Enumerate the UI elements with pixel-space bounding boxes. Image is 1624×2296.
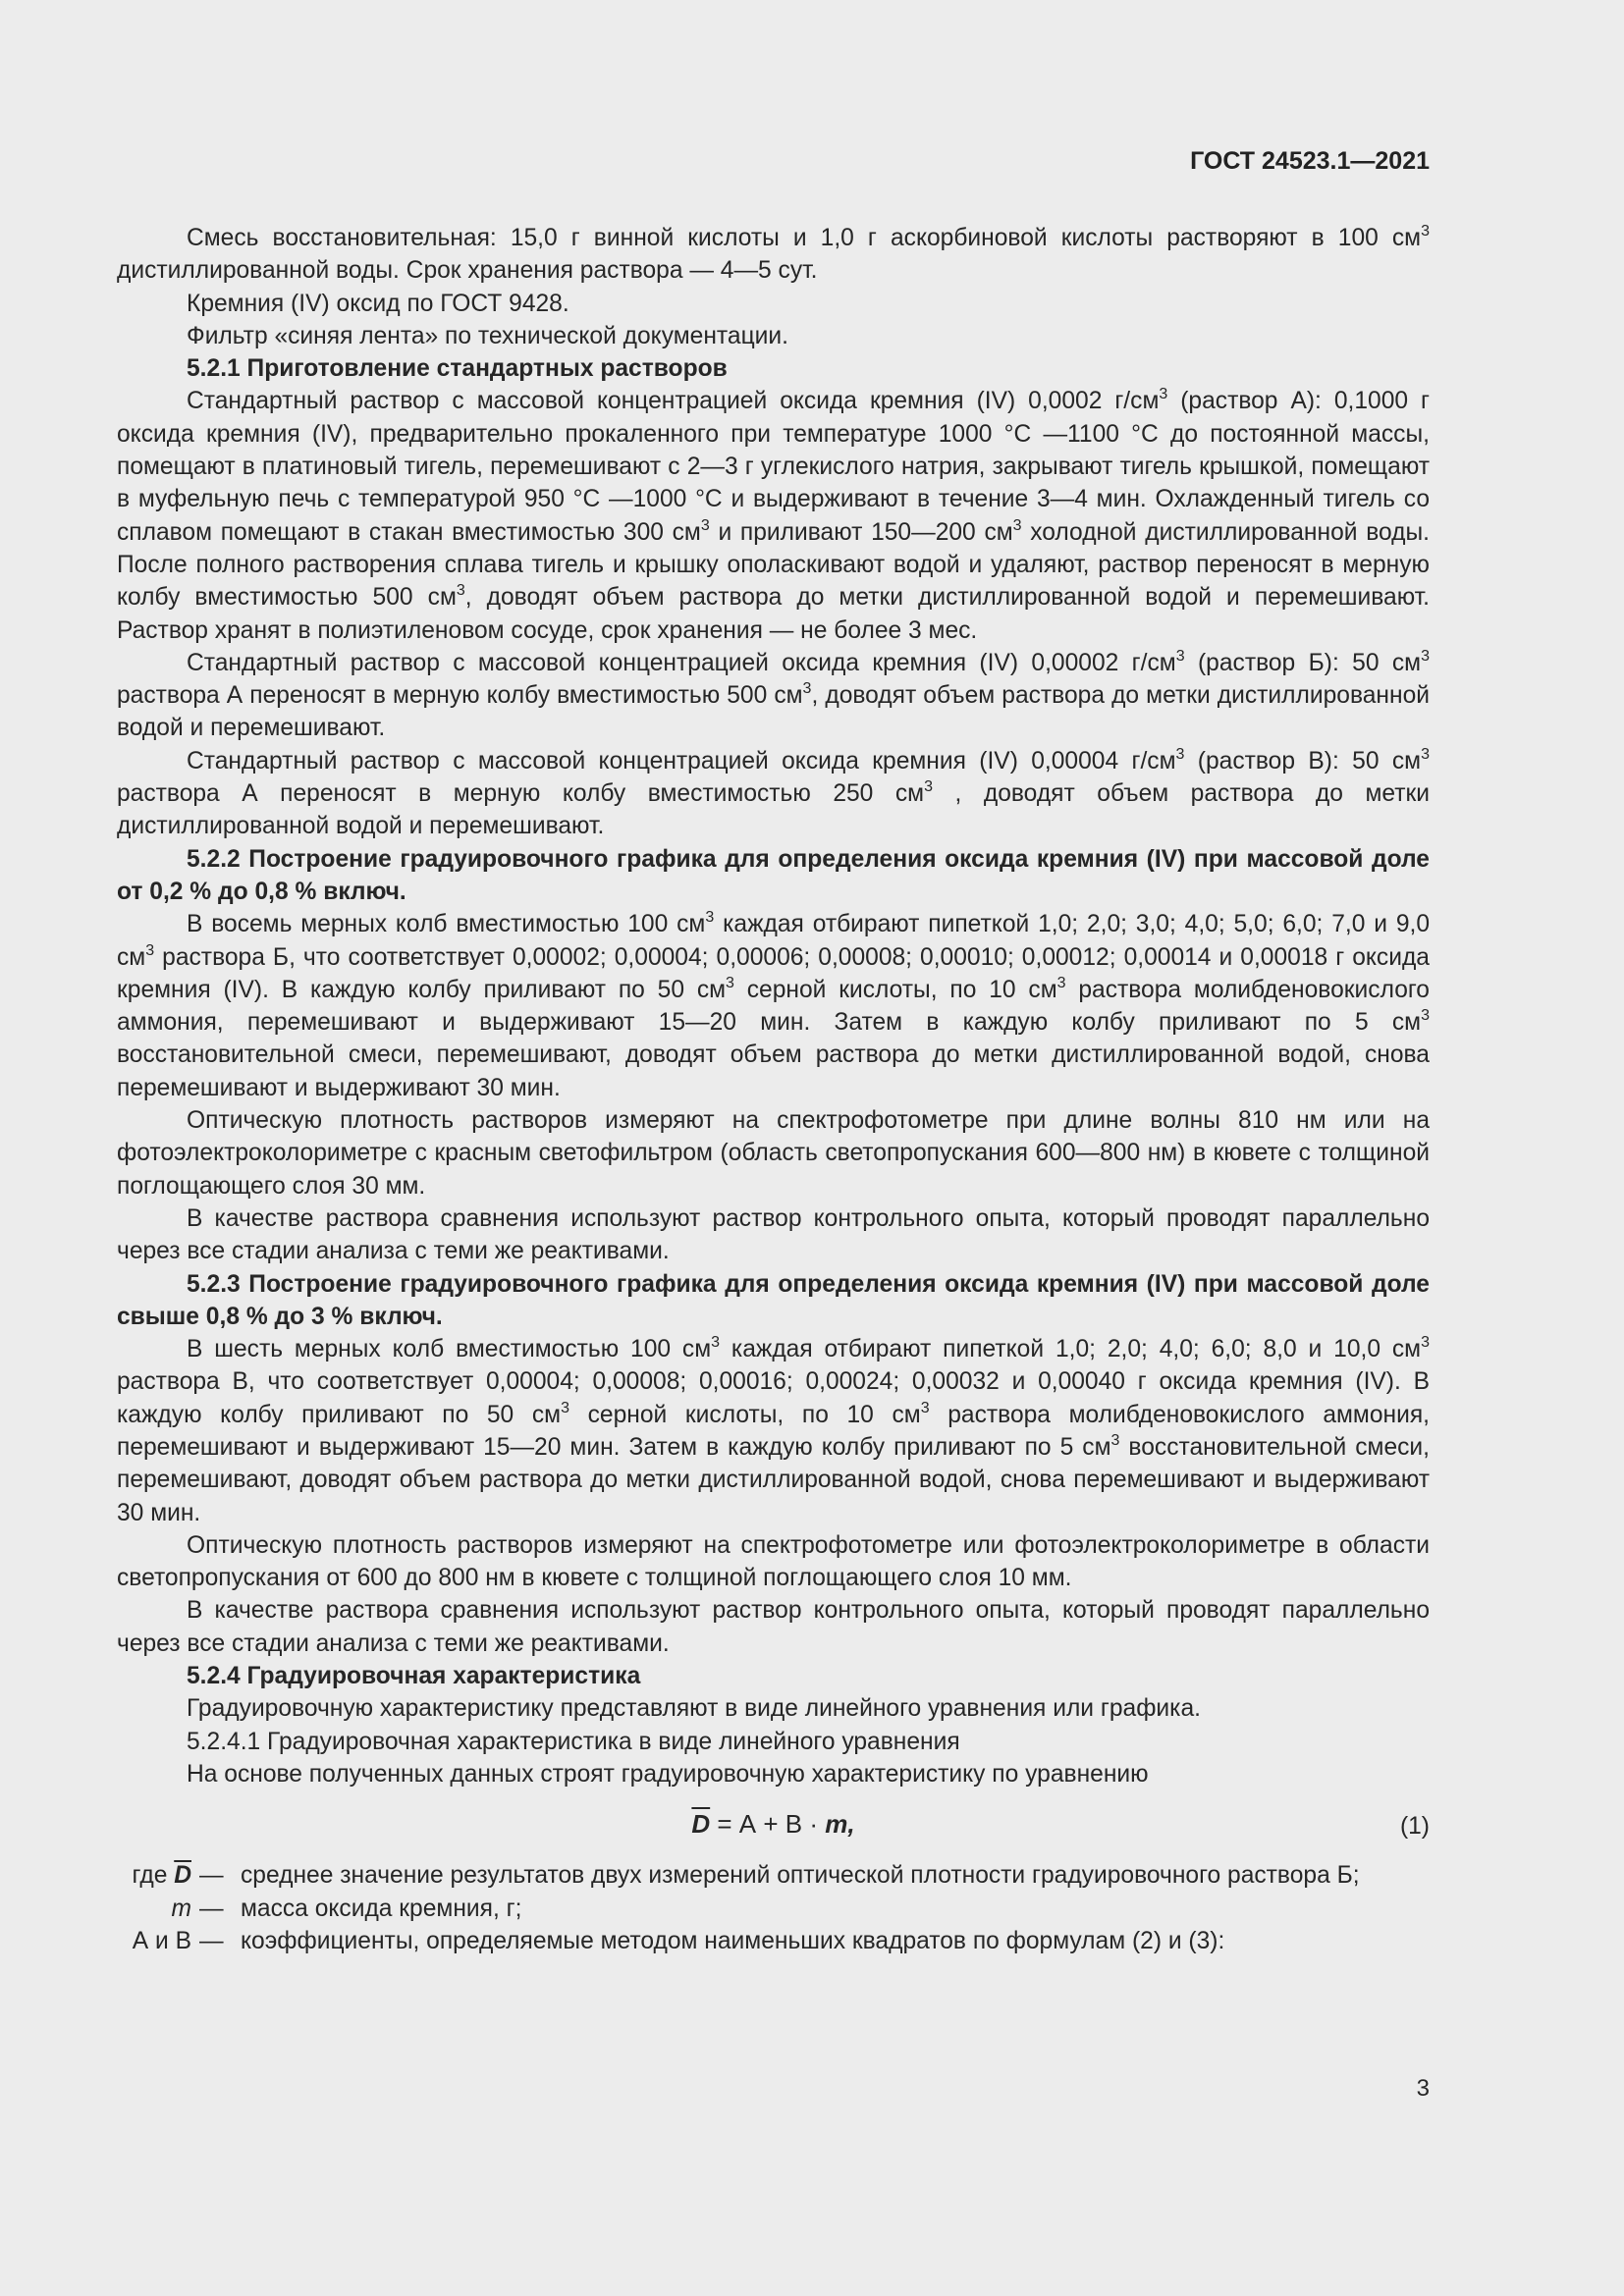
superscript: 3	[1012, 516, 1022, 534]
paragraph: Градуировочную характеристику представляют в виде линейного уравнения или графика.	[187, 1695, 1201, 1723]
definition-term	[34, 1925, 199, 1957]
page-number: 3	[1416, 2075, 1430, 2102]
text: раствора А переносят в мерную колбу вместимостью 250 см	[117, 780, 925, 808]
paragraph: Оптическую плотность растворов измеряют на спектрофотометре или фотоэлектроколориметре в области светопропускания от 600 до 800 нм в кювете с толщиной поглощающего слоя 10 мм.	[117, 1531, 1430, 1592]
superscript: 3	[1056, 974, 1066, 991]
superscript: 3	[924, 778, 933, 796]
text: восстановительной смеси, перемешивают, доводят объем раствора до метки дистиллированной водой, снова перемешивают и выдерживают 30 мин.	[117, 1041, 1430, 1101]
superscript: 3	[920, 1399, 930, 1416]
definition-term-symbol: m	[171, 1895, 191, 1922]
document-code: ГОСТ 24523.1—2021	[1190, 147, 1430, 175]
text: каждая отбирают пипеткой 1,0; 2,0; 3,0; 4,0; 5,0; 6,0; 7,0 и 9,0 см	[117, 911, 1431, 971]
superscript: 3	[1175, 745, 1185, 763]
superscript: 3	[1421, 1334, 1430, 1352]
definition-term	[34, 1859, 199, 1892]
definition-desc: масса оксида кремния, г;	[241, 1895, 522, 1922]
definition-dash: —	[199, 1927, 224, 1954]
paragraph	[117, 908, 1430, 1104]
paragraph: В качестве раствора сравнения используют раствор контрольного опыта, который проводят параллельно через все стадии анализа с теми же реактивами.	[117, 1597, 1430, 1657]
text: , доводят объем раствора до метки дистиллированной водой и перемешивают. Раствор хранят в полиэтиленовом сосуде, срок хранения — не более 3 мес.	[117, 584, 1430, 644]
superscript: 3	[1421, 223, 1430, 240]
paragraph	[117, 1333, 1430, 1529]
text: каждая отбирают пипеткой 1,0; 2,0; 4,0; 6,0; 8,0 и 10,0 см	[720, 1336, 1422, 1363]
equation-var-m: m	[825, 1809, 848, 1840]
definition-item	[34, 1893, 1430, 1925]
document-body	[117, 222, 1430, 1957]
superscript: 3	[726, 974, 734, 991]
text: и приливают 150—200 см	[709, 518, 1013, 546]
text: Стандартный раствор с массовой концентрацией оксида кремния (IV) 0,00002 г/см	[187, 649, 1176, 676]
equation-end: ,	[847, 1809, 855, 1840]
definition-desc: коэффициенты, определяемые методом наименьших квадратов по формулам (2) и (3):	[241, 1927, 1225, 1954]
paragraph	[117, 222, 1430, 288]
section-heading-5-2-4: 5.2.4 Градуировочная характеристика	[187, 1663, 641, 1690]
superscript: 3	[561, 1399, 569, 1416]
superscript: 3	[1421, 1007, 1430, 1025]
text: В шесть мерных колб вместимостью 100 см	[187, 1336, 712, 1363]
text: (раствор Б): 50 см	[1184, 649, 1422, 676]
text: Стандартный раствор с массовой концентрацией оксида кремния (IV) 0,00004 г/см	[187, 747, 1176, 774]
section-heading-5-2-1: 5.2.1 Приготовление стандартных растворов	[187, 355, 728, 383]
text: раствора молибденовокислого аммония, перемешивают и выдерживают 15—20 мин. Затем в каждую колбу приливают по 5 см	[117, 1401, 1430, 1461]
paragraph: 5.2.4.1 Градуировочная характеристика в виде линейного уравнения	[187, 1728, 960, 1755]
text: (раствор В): 50 см	[1184, 747, 1422, 774]
text: раствора молибденовокислого аммония, перемешивают и выдерживают 15—20 мин. Затем в каждую колбу приливают по 5 см	[117, 976, 1430, 1037]
equation-1	[117, 1796, 1430, 1853]
text: , доводят объем раствора до метки дистиллированной водой и перемешивают.	[117, 780, 1431, 840]
text: раствора А переносят в мерную колбу вместимостью 500 см	[117, 682, 803, 710]
superscript: 3	[705, 909, 715, 927]
definition-term-symbol: А и В	[132, 1927, 191, 1954]
equation-expression	[117, 1808, 1430, 1841]
text: (раствор А): 0,1000 г оксида кремния (IV), предварительно прокаленного при температуре 1000 °С —1100 °С до постоянной массы, помещают в платиновый тигель, перемешивают с 2—3 г углекислого натрия, закрывают тигель крышкой, помещают в муфельную печь с температурой 950 °С —1000 °С и выдерживают в течение 3—4 мин. Охлажденный тигель со сплавом помещают в стакан вместимостью 300 см	[117, 388, 1431, 546]
superscript: 3	[711, 1334, 721, 1352]
text: В восемь мерных колб вместимостью 100 см	[187, 911, 706, 938]
paragraph: В качестве раствора сравнения используют раствор контрольного опыта, который проводят параллельно через все стадии анализа с теми же реактивами.	[117, 1204, 1430, 1265]
text: серной кислоты, по 10 см	[568, 1401, 921, 1428]
superscript: 3	[1421, 745, 1430, 763]
superscript: 3	[1421, 647, 1430, 665]
definition-term-symbol: $\overline{D}$	[174, 1862, 191, 1890]
text: дистиллированной воды. Срок хранения раствора — 4—5 сут.	[117, 257, 818, 285]
paragraph	[117, 385, 1430, 646]
text: , доводят объем раствора до метки дистиллированной водой и перемешивают.	[117, 682, 1430, 742]
superscript: 3	[700, 516, 710, 534]
superscript: 3	[456, 582, 465, 600]
superscript: 3	[1110, 1431, 1120, 1449]
paragraph: Фильтр «синяя лента» по технической документации.	[187, 322, 788, 349]
text: Смесь восстановительная: 15,0 г винной кислоты и 1,0 г аскорбиновой кислоты растворяют в 100 см	[187, 225, 1422, 251]
definition-item	[34, 1925, 1430, 1957]
paragraph: Оптическую плотность растворов измеряют на спектрофотометре при длине волны 810 нм или на фотоэлектроколориметре с красным светофильтром (область светопропускания 600—800 нм) в кювете с толщиной поглощающего слоя 30 мм.	[117, 1107, 1430, 1200]
equation-rhs: = А + В ·	[710, 1809, 826, 1840]
superscript: 3	[1175, 647, 1185, 665]
equation-number: (1)	[1399, 1813, 1430, 1841]
equation-lhs: $\overline{D}$	[691, 1809, 711, 1840]
text: холодной дистиллированной воды. После полного растворения сплава тигель и крышку ополаскивают водой и удаляют, раствор переносят в мерную колбу вместимостью 500 см	[117, 518, 1430, 612]
text: восстановительной смеси, перемешивают, доводят объем раствора до метки дистиллированной водой, снова перемешивают и выдерживают 30 мин.	[117, 1433, 1430, 1526]
text: раствора В, что соответствует 0,00004; 0,00008; 0,00016; 0,00024; 0,00032 и 0,00040 г оксида кремния (IV). В каждую колбу приливают по 50 см	[117, 1368, 1430, 1428]
definition-desc: среднее значение результатов двух измерений оптической плотности градуировочного раствора Б;	[241, 1862, 1360, 1890]
definition-item	[34, 1859, 1430, 1892]
definition-dash: —	[199, 1895, 224, 1922]
text: раствора Б, что соответствует 0,00002; 0,00004; 0,00006; 0,00008; 0,00010; 0,00012; 0,00014 и 0,00018 г оксида кремния (IV). В каждую колбу приливают по 50 см	[117, 943, 1430, 1003]
definitions-list	[117, 1859, 1430, 1957]
definition-dash: —	[199, 1862, 224, 1890]
superscript: 3	[802, 680, 812, 698]
text: Стандартный раствор с массовой концентрацией оксида кремния (IV) 0,0002 г/см	[187, 388, 1160, 415]
paragraph	[117, 745, 1430, 843]
text: серной кислоты, по 10 см	[733, 976, 1057, 1003]
superscript: 3	[145, 941, 155, 959]
paragraph: Кремния (IV) оксид по ГОСТ 9428.	[187, 290, 569, 317]
paragraph: На основе полученных данных строят градуировочную характеристику по уравнению	[187, 1760, 1149, 1788]
section-heading-5-2-2: 5.2.2 Построение градуировочного графика для определения оксида кремния (IV) при массовой доле от 0,2 % до 0,8 % включ.	[117, 845, 1430, 905]
definition-prefix: где	[132, 1862, 175, 1890]
section-heading-5-2-3: 5.2.3 Построение градуировочного графика для определения оксида кремния (IV) при массовой доле свыше 0,8 % до 3 % включ.	[117, 1270, 1430, 1330]
paragraph	[117, 647, 1430, 745]
superscript: 3	[1159, 386, 1168, 403]
definition-term	[34, 1893, 199, 1925]
